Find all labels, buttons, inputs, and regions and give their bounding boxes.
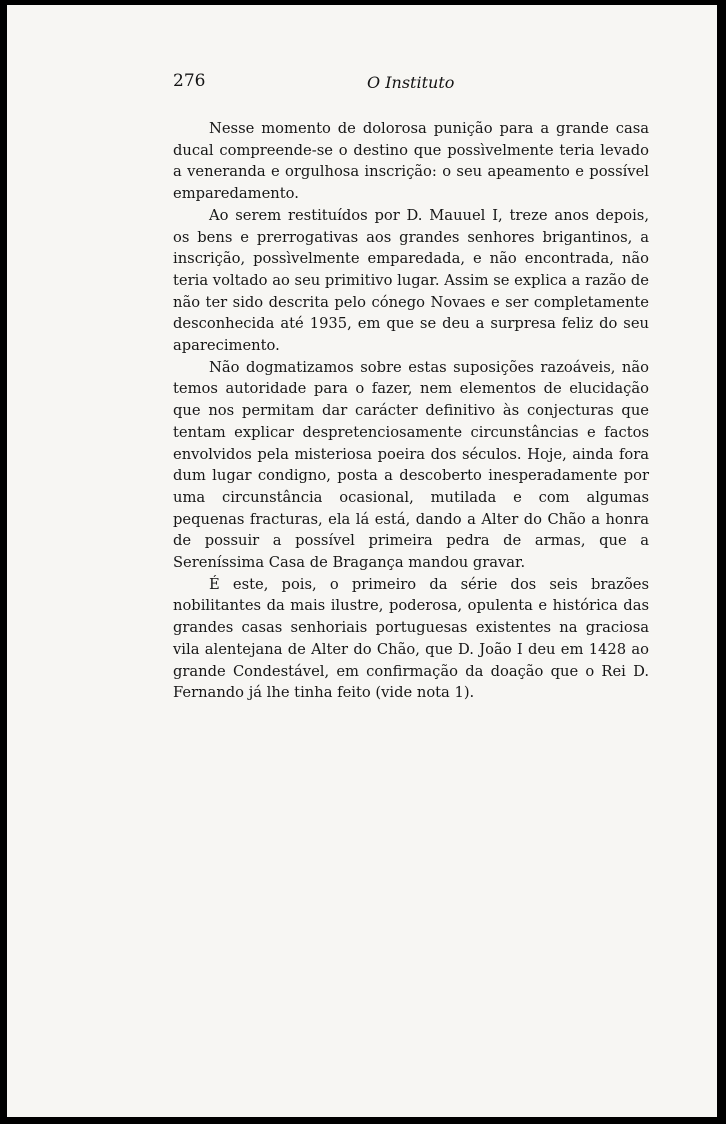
paragraph: Não dogmatizamos sobre estas suposições razoáveis, não temos autoridade para o fazer, nem elementos de elucidação que nos permitam dar carácter definitivo às conjecturas que tentam explicar despretenciosamente circunstâncias e factos envolvidos pela misteriosa poeira dos séculos. Hoje, ainda fora dum lugar condigno, posta a descoberto inesperadamente por uma circunstância ocasional, mutilada e com algumas pequenas fracturas, ela lá está, dando a Alter do Chão a honra de possuir a possível primeira pedra de armas, que a Sereníssima Casa de Bragança mandou gravar. <box>173 358 649 572</box>
body-text <box>173 118 649 704</box>
page-number: 276 <box>173 71 206 91</box>
paragraph: Ao serem restituídos por D. Mauuel I, treze anos depois, os bens e prerrogativas aos grandes senhores brigantinos, a inscrição, possìvelmente emparedada, e não encontrada, não teria voltado ao seu primitivo lugar. Assim se explica a razão de não ter sido descrita pelo cónego Novaes e ser completamente desconhecida até 1935, em que se deu a surpresa feliz do seu aparecimento. <box>173 206 649 355</box>
paragraph: É este, pois, o primeiro da série dos seis brazões nobilitantes da mais ilustre, poderosa, opulenta e histórica das grandes casas senhoriais portuguesas existentes na graciosa vila alentejana de Alter do Chão, que D. João I deu em 1428 ao grande Condestável, em confirmação da doação que o Rei D. Fernando já lhe tinha feito (vide nota 1). <box>173 575 649 702</box>
running-header-title: O Instituto <box>367 73 455 92</box>
book-page <box>7 5 717 1117</box>
paragraph: Nesse momento de dolorosa punição para a grande casa ducal compreende-se o destino que possìvelmente teria levado a veneranda e orgulhosa inscrição: o seu apeamento e possível emparedamento. <box>173 120 649 203</box>
